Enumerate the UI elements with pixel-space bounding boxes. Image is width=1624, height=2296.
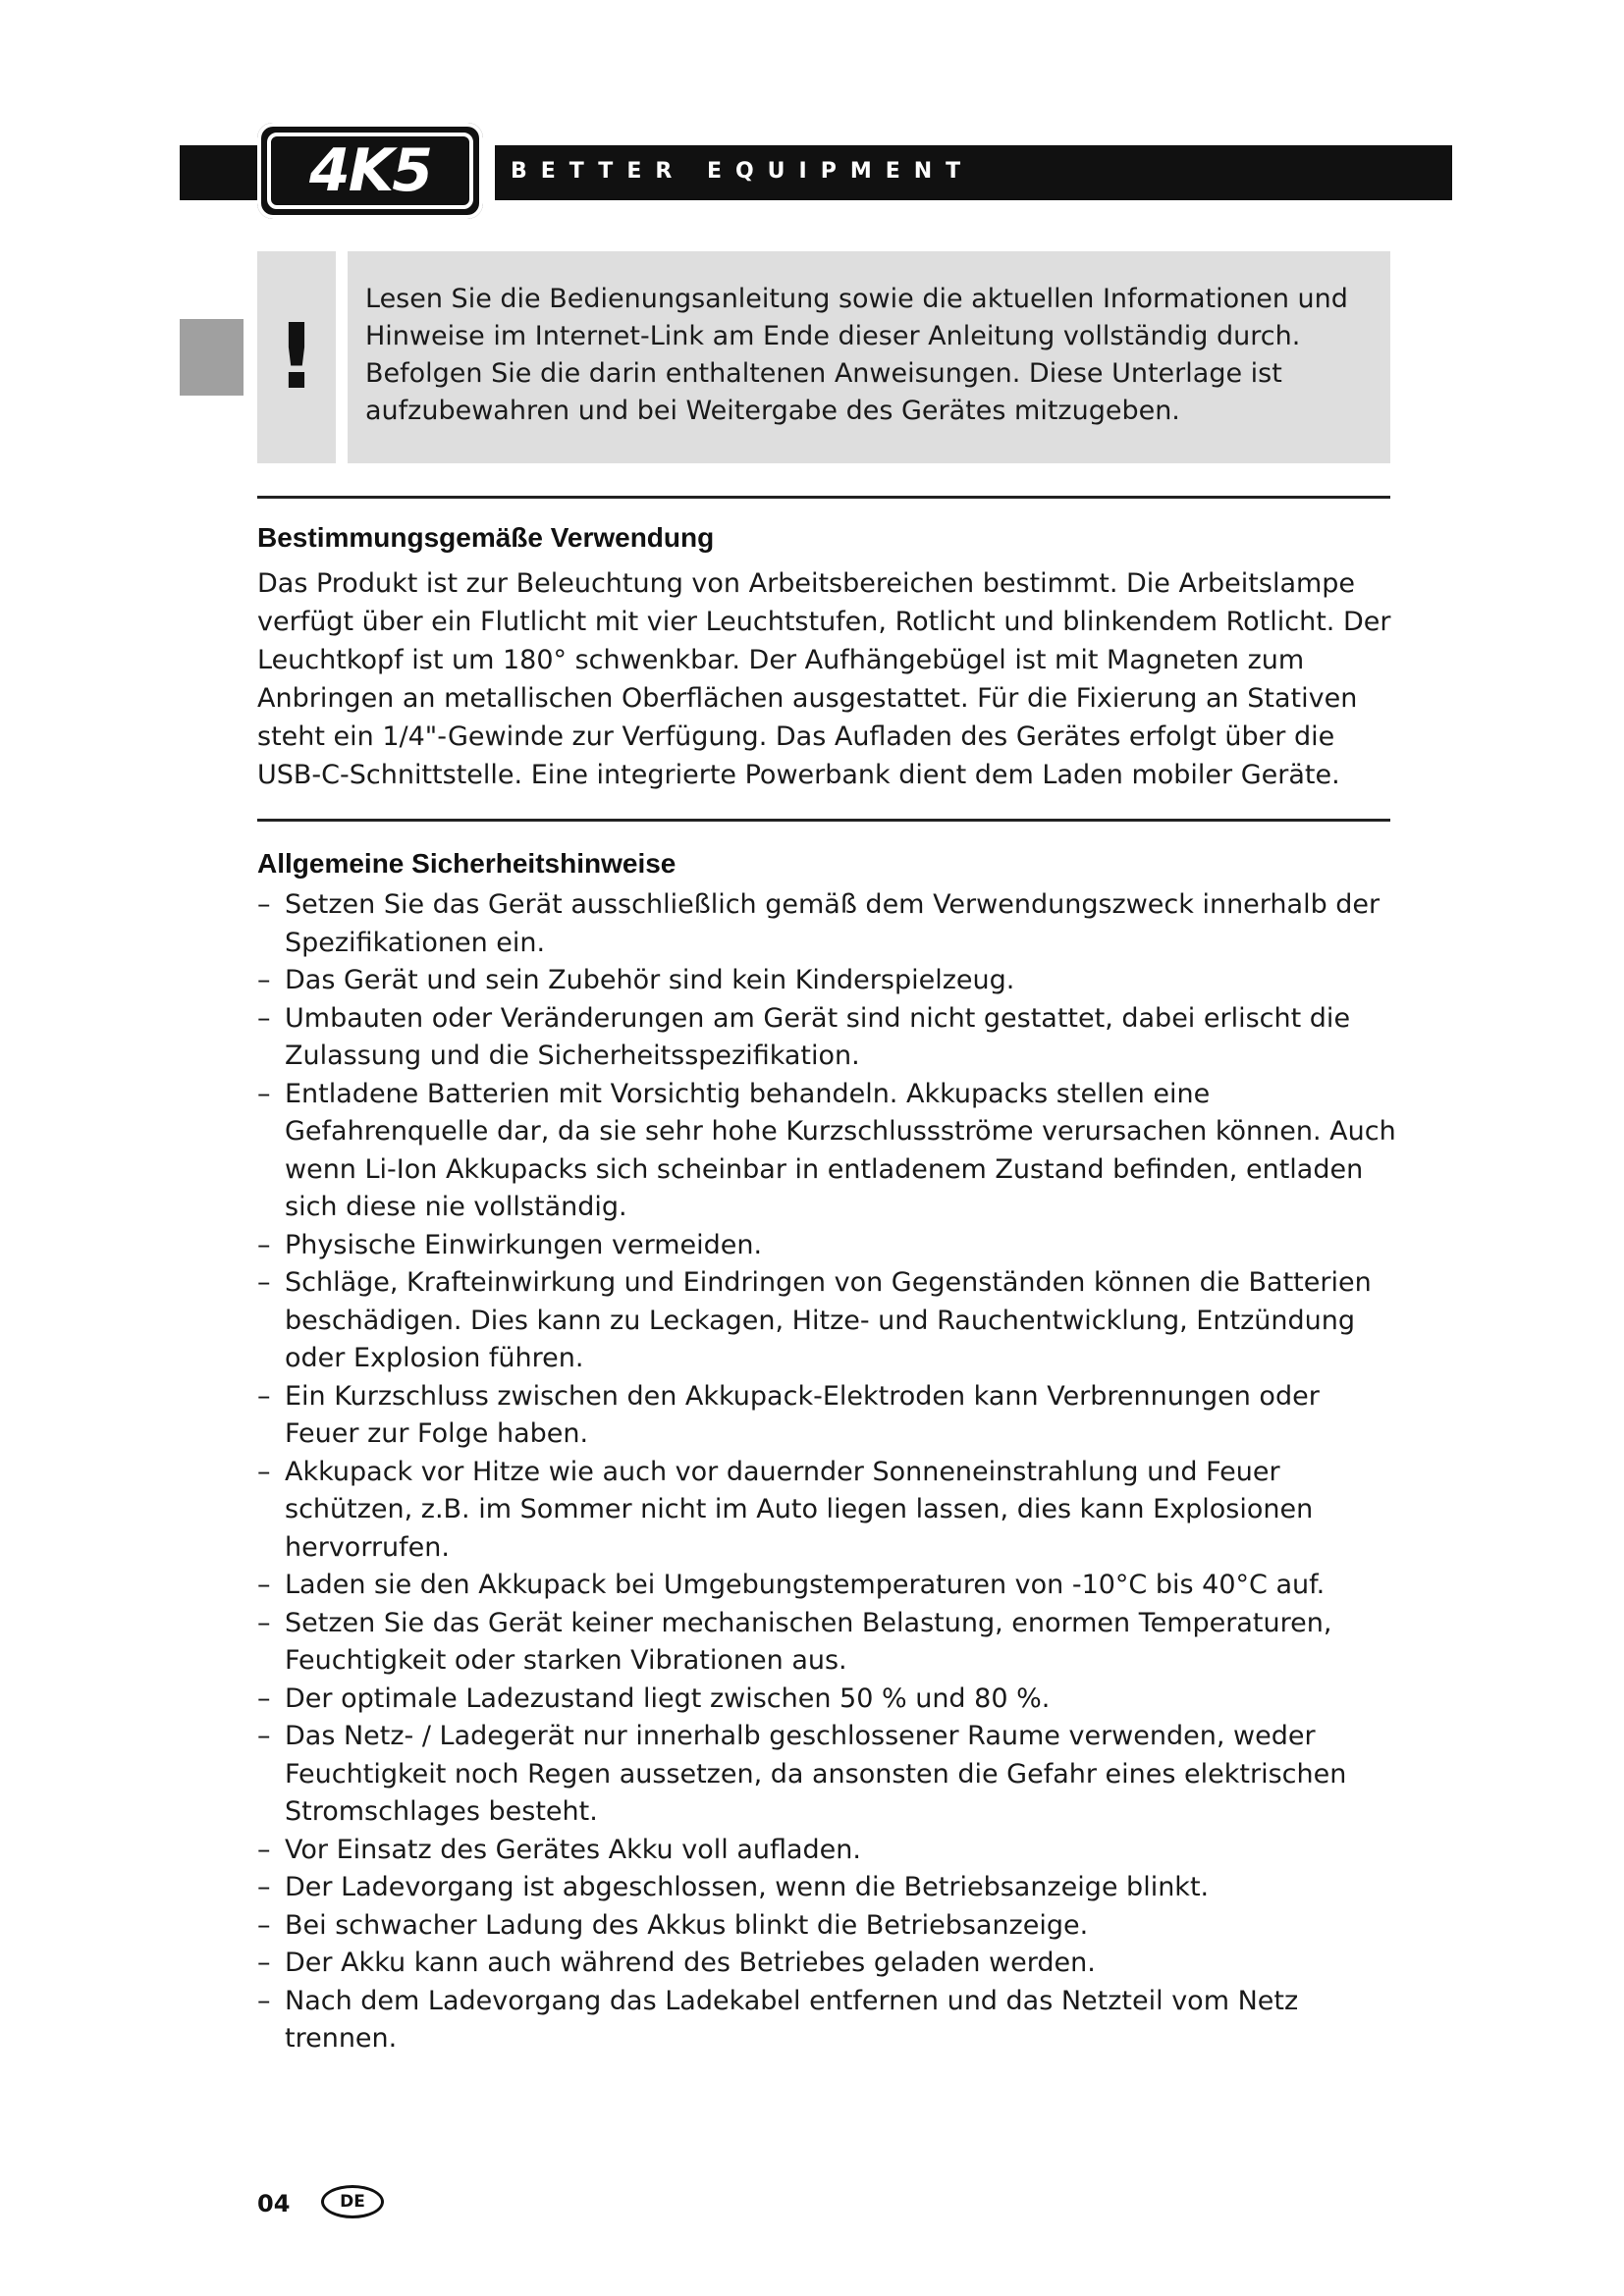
list-item [257,1000,1396,1076]
list-item [257,1907,1396,1946]
section-title-safety: Allgemeine Sicherheitshinweise [257,848,677,879]
list-item-text: Akkupack vor Hitze wie auch vor dauernder Sonneneinstrahlung und Feuer schützen, z.B. im Sommer nicht im Auto liegen lassen, dies kann Explosionen hervorrufen. [285,1456,1314,1563]
list-item-text: Das Gerät und sein Zubehör sind kein Kinderspielzeug. [285,965,1015,995]
logo-gap [483,145,495,200]
bullet-dash: – [257,1985,271,2016]
bullet-dash: – [257,1456,271,1487]
list-item-text: Der Akku kann auch während des Betriebes geladen werden. [285,1948,1096,1978]
list-item [257,1718,1396,1832]
warning-text: Lesen Sie die Bedienungsanleitung sowie die aktuellen Informationen und Hinweise im Internet-Link am Ende dieser Anleitung vollständig durch. Befolgen Sie die darin enthaltenen Anweisungen. Diese Unterlage ist aufzubewahren und bei Weitergabe des Gerätes mitzugeben. [365,284,1348,426]
usage-text: Das Produkt ist zur Beleuchtung von Arbeitsbereichen bestimmt. Die Arbeitslampe verfügt über ein Flutlicht mit vier Leuchtstufen, Rotlicht und blinkendem Rotlicht. Der Leuchtkopf ist um 180° schwenkbar. Der Aufhängebügel ist mit Magneten zum Anbringen an metallischen Oberflächen ausgestattet. Für die Fixierung an Stativen steht ein 1/4"-Gewinde zur Verfügung. Das Aufladen des Gerätes erfolgt über die USB-C-Schnittstelle. Eine integrierte Powerbank dient dem Laden mobiler Geräte. [257,568,1391,790]
exclamation-icon: ! [276,304,317,409]
list-item-text: Setzen Sie das Gerät keiner mechanischen Belastung, enormen Temperaturen, Feuchtigkeit oder starken Vibrationen aus. [285,1607,1332,1676]
list-item-text: Umbauten oder Veränderungen am Gerät sind nicht gestattet, dabei erlischt die Zulassung und die Sicherheitsspezifikation. [285,1002,1351,1071]
list-item [257,1605,1396,1681]
list-item-text: Entladene Batterien mit Vorsichtig behandeln. Akkupacks stellen eine Gefahrenquelle dar, da sie sehr hohe Kurzschlussströme verursachen können. Auch wenn Li-Ion Akkupacks sich scheinbar in entladenem Zustand befinden, entladen sich diese nie vollständig. [285,1078,1396,1222]
list-item-text: Ein Kurzschluss zwischen den Akkupack-Elektroden kann Verbrennungen oder Feuer zur Folge haben. [285,1380,1320,1449]
bullet-dash: – [257,1872,271,1902]
bullet-dash: – [257,1682,271,1714]
bullet-dash: – [257,1002,271,1034]
list-item-text: Vor Einsatz des Gerätes Akku voll aufladen. [285,1834,861,1865]
list-item [257,1567,1396,1605]
list-item [257,1983,1396,2058]
warning-notice [348,251,1390,463]
bullet-dash: – [257,1267,271,1298]
list-item-text: Bei schwacher Ladung des Akkus blinkt die Betriebsanzeige. [285,1909,1089,1941]
list-item-text: Das Netz- / Ladegerät nur innerhalb geschlossener Raume verwenden, weder Feuchtigkeit noch Regen aussetzen, da ansonsten die Gefahr eines elektrischen Stromschlages besteht. [285,1721,1347,1827]
brand-logo [257,123,483,219]
divider [257,819,1390,822]
section-marker [180,319,244,396]
bullet-dash: – [257,889,271,920]
list-item [257,962,1396,1000]
list-item [257,1076,1396,1227]
list-item [257,886,1396,962]
list-item [257,1227,1396,1265]
list-item-text: Schläge, Krafteinwirkung und Eindringen von Gegenständen können die Batterien beschädigen. Dies kann zu Leckagen, Hitze- und Rauchentwicklung, Entzündung oder Explosion führen. [285,1267,1372,1373]
list-item-text: Setzen Sie das Gerät ausschließlich gemäß dem Verwendungszweck innerhalb der Spezifikationen ein. [285,889,1380,958]
safety-list [257,886,1396,2058]
page-number: 04 [257,2190,291,2217]
logo-frame [267,133,473,209]
list-item [257,1454,1396,1568]
bullet-dash: – [257,1721,271,1751]
list-item [257,1264,1396,1378]
bullet-dash: – [257,1607,271,1638]
bullet-dash: – [257,1909,271,1941]
bullet-dash: – [257,1380,271,1412]
bullet-dash: – [257,1834,271,1865]
list-item-text: Laden sie den Akkupack bei Umgebungstemperaturen von -10°C bis 40°C auf. [285,1570,1326,1600]
list-item [257,1945,1396,1983]
bullet-dash: – [257,965,271,995]
list-item [257,1832,1396,1870]
list-item [257,1869,1396,1907]
list-item-text: Der optimale Ladezustand liegt zwischen 50 % und 80 %. [285,1682,1051,1714]
bullet-dash: – [257,1229,271,1260]
list-item-text: Nach dem Ladevorgang das Ladekabel entfernen und das Netzteil vom Netz trennen. [285,1985,1299,2054]
logo-text: 4K5 [309,136,431,205]
bullet-dash: – [257,1078,271,1109]
bullet-dash: – [257,1948,271,1978]
brand-tagline: BETTER EQUIPMENT [511,159,975,184]
language-badge: DE [321,2185,384,2218]
warning-icon-box [257,251,336,463]
list-item [257,1681,1396,1719]
list-item [257,1378,1396,1454]
divider [257,496,1390,499]
list-item-text: Der Ladevorgang ist abgeschlossen, wenn die Betriebsanzeige blinkt. [285,1872,1210,1902]
section-title-usage: Bestimmungsgemäße Verwendung [257,522,715,553]
list-item-text: Physische Einwirkungen vermeiden. [285,1229,763,1260]
bullet-dash: – [257,1570,271,1600]
